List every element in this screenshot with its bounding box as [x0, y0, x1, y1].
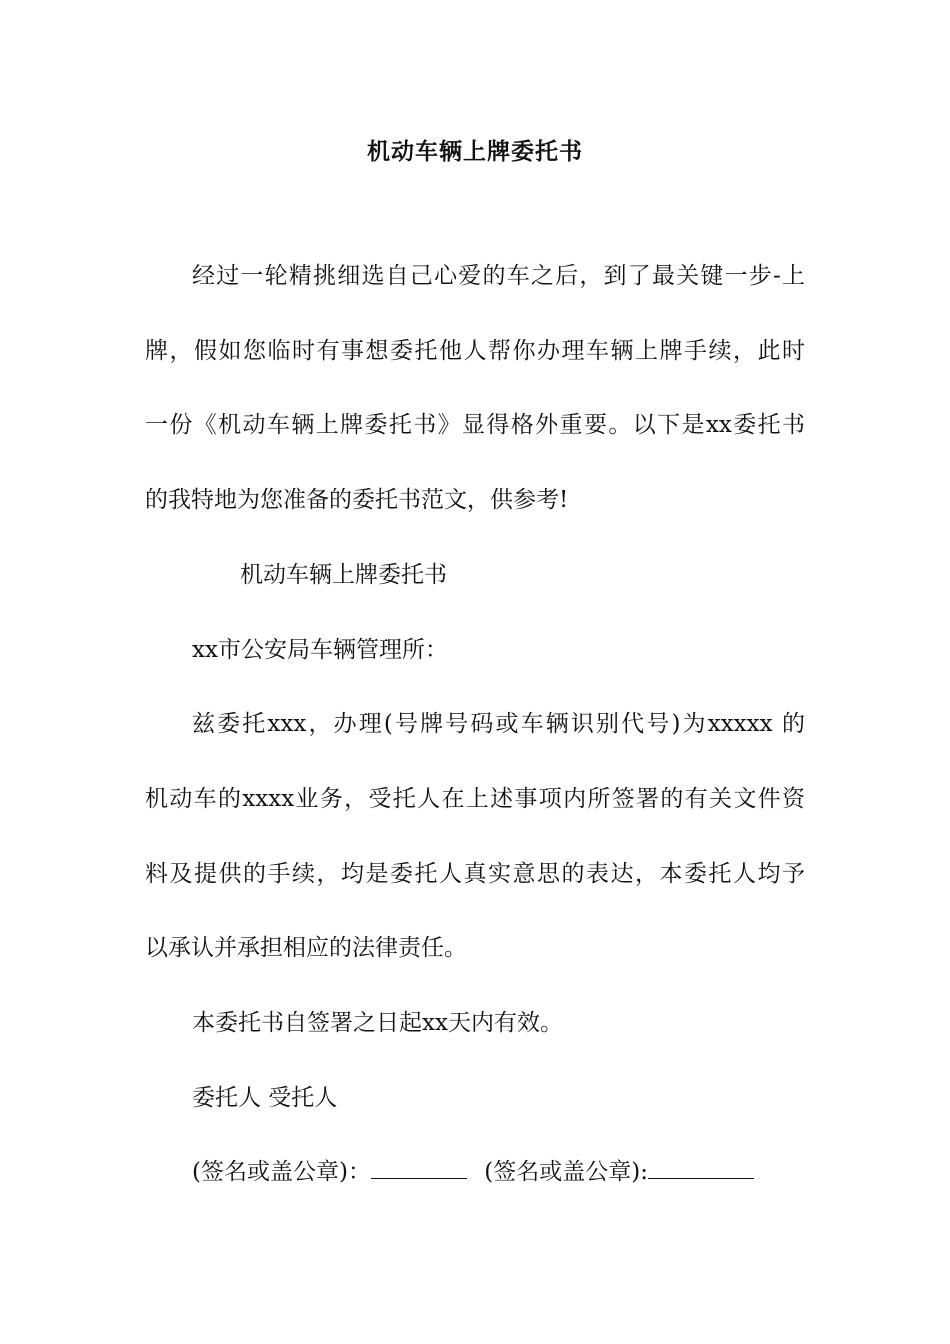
- validity-statement: 本委托书自签署之日起xx天内有效。: [192, 1010, 563, 1036]
- signature-left-blank: [371, 1156, 467, 1179]
- signature-left-label: (签名或盖公章)：: [192, 1159, 371, 1185]
- document-title: 机动车辆上牌委托书: [367, 138, 583, 165]
- intro-line-1: 经过一轮精挑细选自己心爱的车之后，到了最关键一步-上: [192, 263, 805, 289]
- signature-right-label: (签名或盖公章):: [484, 1159, 648, 1185]
- addressee: xx市公安局车辆管理所：: [192, 637, 448, 663]
- intro-line-3: 一份《机动车辆上牌委托书》显得格外重要。以下是xx委托书: [145, 412, 805, 438]
- letter-title: 机动车辆上牌委托书: [240, 562, 447, 588]
- body-line-4: 以承认并承担相应的法律责任。: [145, 935, 467, 961]
- body-line-2: 机动车的xxxx业务，受托人在上述事项内所签署的有关文件资: [145, 786, 805, 812]
- body-line-3: 料及提供的手续，均是委托人真实意思的表达，本委托人均予: [145, 861, 805, 887]
- parties-line: 委托人 受托人: [192, 1085, 338, 1111]
- intro-line-4: 的我特地为您准备的委托书范文，供参考!: [145, 487, 569, 513]
- signature-line: [192, 1156, 754, 1188]
- intro-line-2: 牌，假如您临时有事想委托他人帮你办理车辆上牌手续，此时: [145, 338, 805, 364]
- signature-right-blank: [648, 1156, 754, 1179]
- body-line-1: 兹委托xxx，办理(号牌号码或车辆识别代号)为xxxxx 的: [192, 711, 805, 737]
